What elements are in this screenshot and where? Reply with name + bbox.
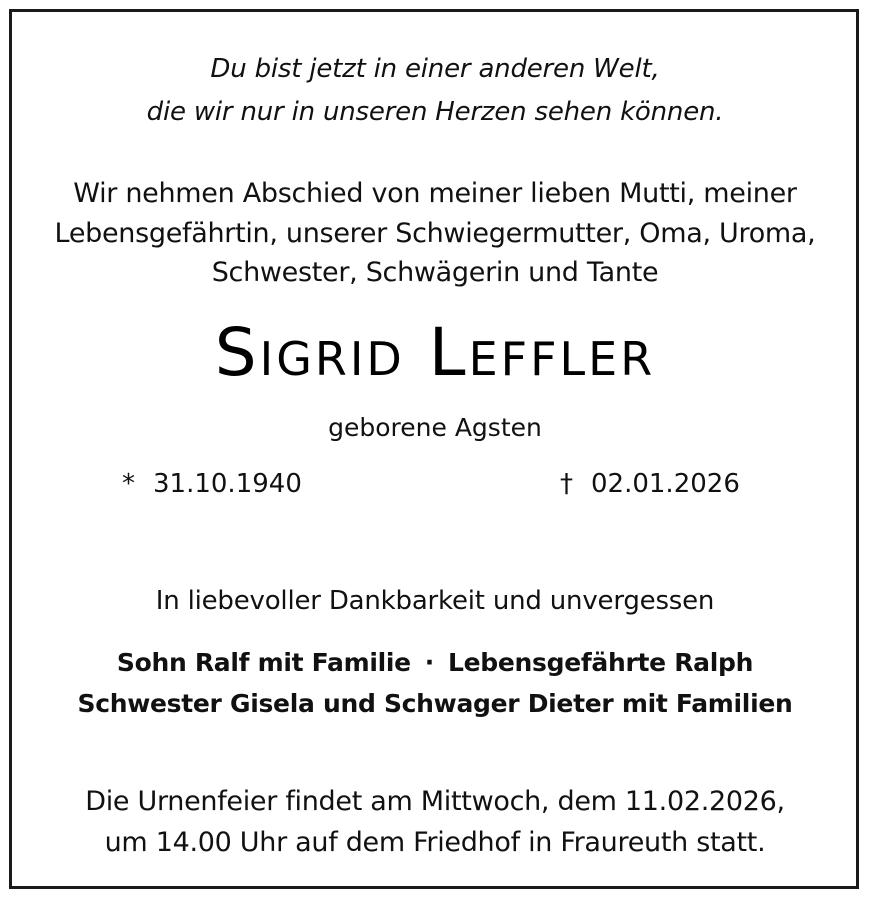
quote-line-2: die wir nur in unseren Herzen sehen können.: [146, 97, 724, 127]
death-date-row: [560, 469, 740, 499]
mourners-line-2: Schwester Gisela und Schwager Dieter mit Familien: [77, 689, 793, 718]
mourner-separator: ·: [424, 648, 434, 677]
mourners-line-1: [0, 648, 870, 677]
birth-symbol: *: [122, 469, 135, 499]
intro-line-3: Schwester, Schwägerin und Tante: [211, 257, 659, 288]
birth-date-row: [122, 469, 302, 499]
intro-line-2: Lebensgefährtin, unserer Schwiegermutter, Oma, Uroma,: [54, 218, 816, 249]
service-line-1: Die Urnenfeier findet am Mittwoch, dem 11.02.2026,: [85, 786, 785, 817]
mourner-son: Sohn Ralf mit Familie: [116, 648, 411, 677]
quote-line-1: Du bist jetzt in einer anderen Welt,: [210, 54, 660, 84]
intro-line-1: Wir nehmen Abschied von meiner lieben Mutti, meiner: [73, 178, 797, 209]
death-symbol: †: [560, 469, 573, 499]
deceased-name: Sigrid Leffler: [214, 314, 656, 391]
death-date: 02.01.2026: [591, 469, 740, 499]
birth-date: 31.10.1940: [153, 469, 302, 499]
service-line-2: um 14.00 Uhr auf dem Friedhof in Fraureuth statt.: [104, 827, 766, 858]
mourner-partner: Lebensgefährte Ralph: [447, 648, 754, 677]
birth-name: geborene Agsten: [328, 413, 542, 442]
notice-border: [9, 9, 859, 889]
gratitude-line: In liebevoller Dankbarkeit und unvergessen: [155, 586, 715, 616]
